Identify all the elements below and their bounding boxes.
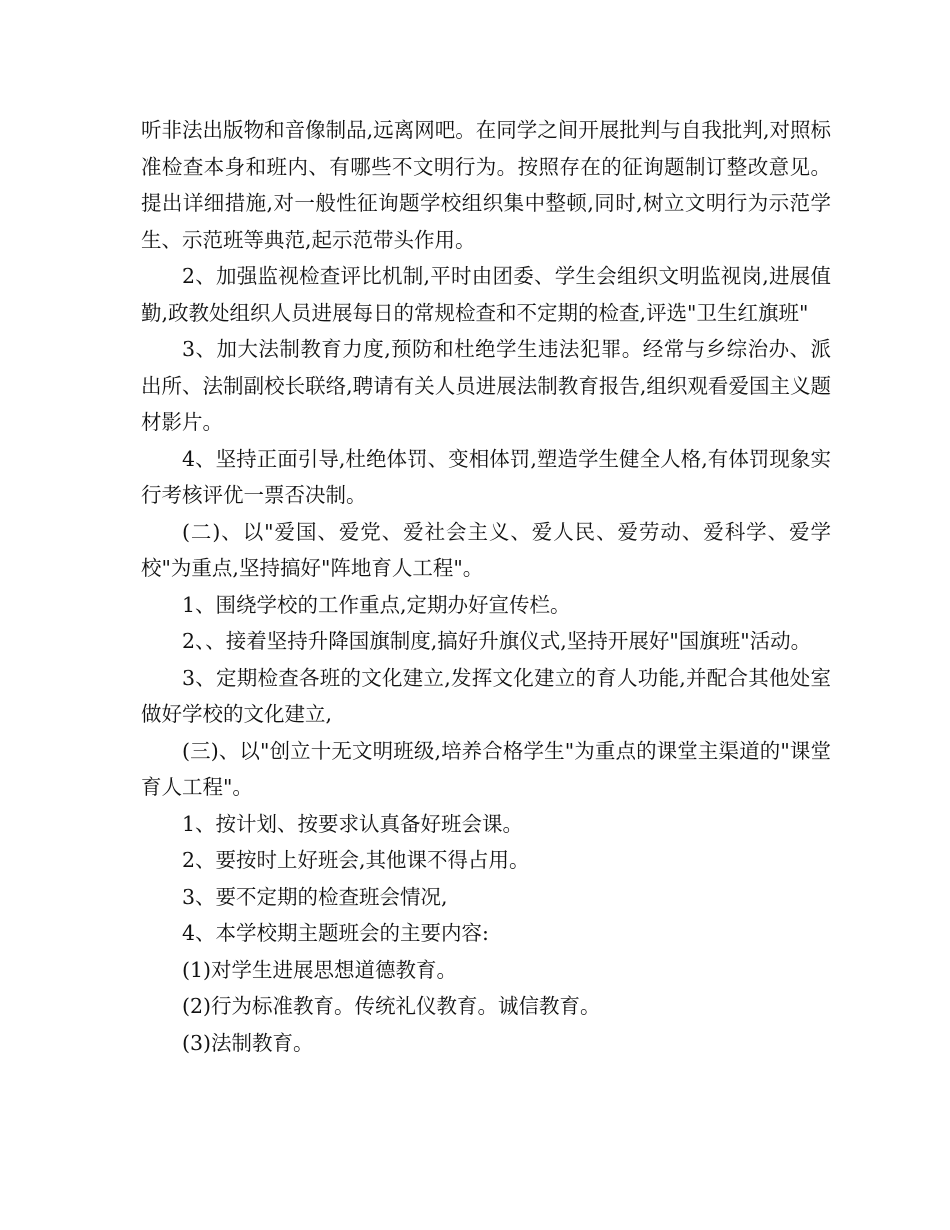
paragraph: 听非法出版物和音像制品,远离网吧。在同学之间开展批判与自我批判,对照标准检查本身和班内、有哪些不文明行为。按照存在的征询题制订整改意见。提出详细措施,对一般性征询题学校组织集中整顿,同时,树立文明行为示范学生、示范班等典范,起示范带头作用。 [141,118,831,252]
paragraph: 1、围绕学校的工作重点,定期办好宣传栏。 [182,592,571,617]
paragraph: 4、坚持正面引导,杜绝体罚、变相体罚,塑造学生健全人格,有体罚现象实行考核评优一票否决制。 [141,446,831,507]
paragraph: 3、定期检查各班的文化建立,发挥文化建立的育人功能,并配合其他处室做好学校的文化建立, [141,665,831,726]
list-item: 3、要不定期的检查班会情况, [182,884,448,909]
paragraph: 2、、接着坚持升降国旗制度,搞好升旗仪式,坚持开展好"国旗班"活动。 [182,629,812,653]
sub-list-item: (1)对学生进展思想道德教育。 [182,957,458,982]
list-item: 4、本学校期主题班会的主要内容: [182,921,489,945]
list-item: 1、按计划、按要求认真备好班会课。 [182,811,524,836]
paragraph: 2、加强监视检查评比机制,平时由团委、学生会组织文明监视岗,进展值勤,政教处组织人员进展每日的常规检查和不定期的检查,评选"卫生红旗班" [141,264,831,325]
section-heading: (二)、以"爱国、爱党、爱社会主义、爱人民、爱劳动、爱科学、爱学校"为重点,坚持搞好"阵地育人工程"。 [141,519,831,580]
document-body [141,112,831,1061]
list-item: 2、要按时上好班会,其他课不得占用。 [182,848,530,872]
section-heading: (三)、以"创立十无文明班级,培养合格学生"为重点的课堂主渠道的"课堂育人工程"。 [141,738,831,799]
sub-list-item: (2)行为标准教育。传统礼仪教育。诚信教育。 [182,994,601,1018]
sub-list-item: (3)法制教育。 [182,1030,314,1055]
paragraph: 3、加大法制教育力度,预防和杜绝学生违法犯罪。经常与乡综治办、派出所、法制副校长联络,聘请有关人员进展法制教育报告,组织观看爱国主义题材影片。 [141,337,831,434]
